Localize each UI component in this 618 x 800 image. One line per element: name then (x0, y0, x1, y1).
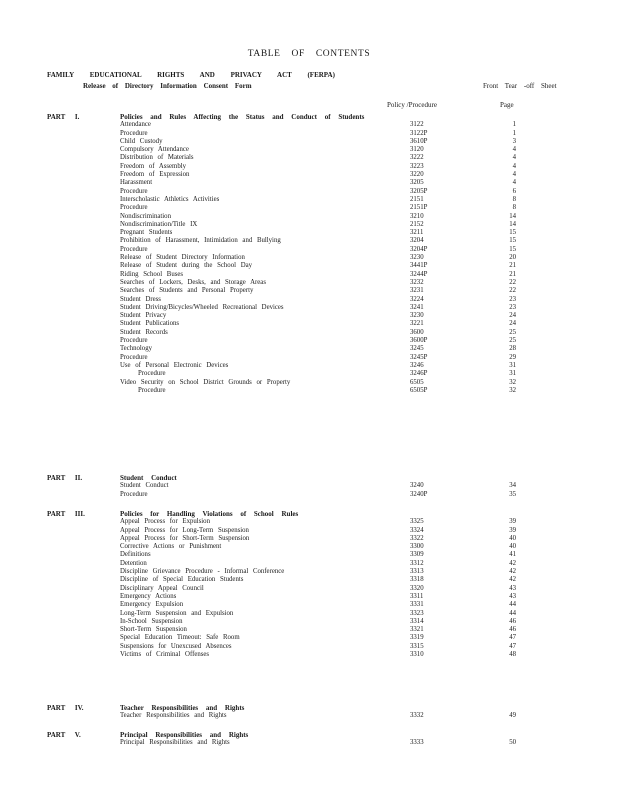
entry-code: 3318 (410, 576, 424, 584)
entry-code: 3246P (410, 370, 428, 378)
entry-code: 3314 (410, 617, 424, 625)
entry-page: 34 (509, 482, 516, 490)
entry-code: 3220 (410, 171, 424, 179)
entry-title: Searches of Lockers, Desks, and Storage Areas (120, 278, 266, 286)
entry-title: Discipline Grievance Procedure - Informal Conference (120, 568, 285, 576)
entry-page: 23 (509, 295, 516, 303)
entry-code: 3210 (410, 212, 424, 220)
entry-code: 3122 (410, 121, 424, 129)
entry-title: Prohibition of Harassment, Intimidation and Bullying (120, 237, 281, 245)
toc-entry (0, 354, 618, 362)
part-title: Principal Responsibilities and Rights (120, 731, 249, 739)
column-header-code: Policy /Procedure (387, 101, 437, 109)
toc-entry (0, 154, 618, 162)
entry-page: 43 (509, 592, 516, 600)
entry-page: 20 (509, 254, 516, 262)
toc-entry (0, 551, 618, 559)
toc-entry (0, 527, 618, 535)
entry-page: 40 (509, 543, 516, 551)
entry-title: Release of Student during the School Day (120, 262, 253, 270)
entry-title: Long-Term Suspension and Expulsion (120, 609, 234, 617)
entry-code: 3325 (410, 518, 424, 526)
entry-page: 47 (509, 642, 516, 650)
entry-code: 3315 (410, 642, 424, 650)
entry-code: 3324 (410, 526, 424, 534)
toc-entry (0, 329, 618, 337)
toc-entry (0, 138, 618, 146)
entry-title: Short-Term Suspension (120, 626, 187, 634)
ferpa-subheading: Release of Directory Information Consent Form (83, 82, 252, 90)
entry-title: Procedure (120, 490, 148, 498)
toc-entry (0, 626, 618, 634)
entry-title: Procedure (120, 245, 148, 253)
entry-code: 3610P (410, 137, 428, 145)
entry-code: 3322 (410, 534, 424, 542)
entry-page: 48 (509, 651, 516, 659)
entry-code: 3122P (410, 129, 428, 137)
part-label: PART V. (47, 731, 81, 739)
part-label: PART II. (47, 474, 83, 482)
entry-page: 46 (509, 617, 516, 625)
entry-title: Riding School Buses (120, 270, 184, 278)
entry-title: Procedure (138, 370, 166, 378)
entry-code: 3205P (410, 187, 428, 195)
entry-page: 14 (509, 212, 516, 220)
entry-code: 3246 (410, 361, 424, 369)
entry-list (0, 712, 618, 720)
entry-page: 4 (512, 171, 516, 179)
toc-entry (0, 121, 618, 129)
entry-code: 3205 (410, 179, 424, 187)
entry-page: 50 (509, 739, 516, 747)
entry-page: 24 (509, 312, 516, 320)
entry-title: Student Privacy (120, 312, 167, 320)
toc-entry (0, 254, 618, 262)
entry-page: 21 (509, 262, 516, 270)
ferpa-location: Front Tear -off Sheet (483, 82, 557, 90)
entry-title: Corrective Actions or Punishment (120, 543, 222, 551)
entry-code: 2151P (410, 204, 428, 212)
entry-code: 3204 (410, 237, 424, 245)
entry-title: Searches of Students and Personal Property (120, 287, 254, 295)
entry-page: 44 (509, 601, 516, 609)
entry-page: 47 (509, 634, 516, 642)
entry-title: Technology (120, 345, 152, 353)
entry-code: 6505P (410, 386, 428, 394)
toc-entry (0, 229, 618, 237)
toc-entry (0, 246, 618, 254)
entry-title: In-School Suspension (120, 617, 183, 625)
entry-page: 41 (509, 551, 516, 559)
entry-page: 39 (509, 518, 516, 526)
entry-title: Release of Student Directory Information (120, 254, 245, 262)
entry-title: Appeal Process for Short-Term Suspension (120, 534, 250, 542)
toc-entry (0, 213, 618, 221)
entry-page: 49 (509, 712, 516, 720)
entry-title: Detention (120, 559, 147, 567)
entry-title: Victims of Criminal Offenses (120, 651, 210, 659)
toc-entry (0, 279, 618, 287)
entry-title: Video Security on School District Grounds or Property (120, 378, 291, 386)
entry-page: 22 (509, 287, 516, 295)
entry-page: 4 (512, 146, 516, 154)
entry-title: Distribution of Materials (120, 154, 194, 162)
entry-title: Student Dress (120, 295, 161, 303)
entry-page: 6 (512, 187, 516, 195)
entry-page: 24 (509, 320, 516, 328)
entry-code: 3241 (410, 303, 424, 311)
entry-page: 23 (509, 303, 516, 311)
page-title: TABLE OF CONTENTS (247, 49, 371, 59)
entry-title: Disciplinary Appeal Council (120, 584, 204, 592)
toc-entry (0, 482, 618, 490)
entry-title: Student Publications (120, 320, 180, 328)
entry-code: 3240P (410, 490, 428, 498)
entry-code: 3231 (410, 287, 424, 295)
column-header-page: Page (500, 101, 514, 109)
entry-list (0, 121, 618, 395)
toc-entry (0, 287, 618, 295)
toc-entry (0, 560, 618, 568)
toc-entry (0, 618, 618, 626)
entry-page: 42 (509, 568, 516, 576)
toc-entry (0, 262, 618, 270)
toc-entry (0, 739, 618, 747)
entry-title: Teacher Responsibilities and Rights (120, 712, 227, 720)
entry-title: Procedure (120, 129, 148, 137)
entry-page: 4 (512, 179, 516, 187)
toc-entry (0, 271, 618, 279)
part-title: Policies for Handling Violations of School Rules (120, 510, 299, 518)
entry-title: Attendance (120, 121, 151, 129)
toc-entry (0, 296, 618, 304)
entry-code: 3323 (410, 609, 424, 617)
entry-title: Special Education Timeout: Safe Room (120, 634, 240, 642)
part-title: Student Conduct (120, 474, 177, 482)
entry-code: 3600P (410, 337, 428, 345)
toc-entry (0, 634, 618, 642)
entry-code: 3312 (410, 559, 424, 567)
entry-title: Use of Personal Electronic Devices (120, 361, 229, 369)
entry-page: 1 (512, 121, 516, 129)
entry-page: 8 (512, 204, 516, 212)
part-title: Policies and Rules Affecting the Status and Conduct of Students (120, 113, 365, 121)
entry-code: 3232 (410, 278, 424, 286)
entry-page: 31 (509, 370, 516, 378)
entry-page: 3 (512, 137, 516, 145)
entry-title: Emergency Actions (120, 592, 177, 600)
entry-title: Nondiscrimination/Title IX (120, 220, 198, 228)
entry-page: 28 (509, 345, 516, 353)
entry-code: 3244P (410, 270, 428, 278)
part-label: PART IV. (47, 704, 84, 712)
entry-code: 3230 (410, 254, 424, 262)
entry-title: Interscholastic Athletics Activities (120, 195, 220, 203)
toc-entry (0, 171, 618, 179)
toc-entry (0, 651, 618, 659)
entry-code: 2152 (410, 220, 424, 228)
entry-page: 14 (509, 220, 516, 228)
toc-entry (0, 593, 618, 601)
entry-code: 3245 (410, 345, 424, 353)
toc-entry (0, 387, 618, 395)
toc-entry (0, 568, 618, 576)
entry-page: 21 (509, 270, 516, 278)
entry-list (0, 739, 618, 747)
entry-page: 22 (509, 278, 516, 286)
entry-code: 3230 (410, 312, 424, 320)
toc-entry (0, 337, 618, 345)
entry-title: Emergency Expulsion (120, 601, 184, 609)
entry-code: 3321 (410, 626, 424, 634)
entry-page: 1 (512, 129, 516, 137)
entry-code: 3313 (410, 568, 424, 576)
toc-entry (0, 643, 618, 651)
ferpa-heading: FAMILY EDUCATIONAL RIGHTS AND PRIVACY ACT (FERPA) (47, 71, 335, 79)
toc-entry (0, 585, 618, 593)
toc-entry (0, 610, 618, 618)
entry-page: 15 (509, 237, 516, 245)
entry-code: 3223 (410, 162, 424, 170)
entry-title: Procedure (138, 386, 166, 394)
entry-list (0, 518, 618, 659)
entry-title: Harassment (120, 179, 153, 187)
entry-title: Suspensions for Unexcused Absences (120, 642, 232, 650)
entry-code: 3245P (410, 353, 428, 361)
toc-entry (0, 576, 618, 584)
entry-code: 3120 (410, 146, 424, 154)
entry-page: 25 (509, 328, 516, 336)
part-label: PART III. (47, 510, 85, 518)
entry-title: Freedom of Expression (120, 171, 190, 179)
entry-page: 4 (512, 154, 516, 162)
entry-page: 42 (509, 576, 516, 584)
entry-code: 3224 (410, 295, 424, 303)
entry-page: 39 (509, 526, 516, 534)
entry-page: 42 (509, 559, 516, 567)
toc-entry (0, 370, 618, 378)
entry-title: Child Custody (120, 137, 163, 145)
entry-code: 3222 (410, 154, 424, 162)
entry-title: Appeal Process for Expulsion (120, 518, 210, 526)
toc-entry (0, 712, 618, 720)
toc-entry (0, 345, 618, 353)
entry-title: Principal Responsibilities and Rights (120, 739, 230, 747)
part-label: PART I. (47, 113, 80, 121)
entry-code: 6505 (410, 378, 424, 386)
toc-entry (0, 379, 618, 387)
entry-page: 31 (509, 361, 516, 369)
toc-entry (0, 518, 618, 526)
entry-code: 3600 (410, 328, 424, 336)
entry-title: Pregnant Students (120, 229, 173, 237)
entry-page: 15 (509, 229, 516, 237)
entry-page: 40 (509, 534, 516, 542)
entry-title: Nondiscrimination (120, 212, 171, 220)
toc-entry (0, 221, 618, 229)
entry-code: 3333 (410, 739, 424, 747)
entry-page: 8 (512, 195, 516, 203)
entry-page: 44 (509, 609, 516, 617)
entry-title: Freedom of Assembly (120, 162, 187, 170)
toc-entry (0, 130, 618, 138)
entry-code: 3311 (410, 592, 424, 600)
toc-entry (0, 237, 618, 245)
entry-page: 35 (509, 490, 516, 498)
toc-entry (0, 601, 618, 609)
toc-entry (0, 491, 618, 499)
entry-title: Procedure (120, 337, 148, 345)
entry-page: 29 (509, 353, 516, 361)
entry-code: 3309 (410, 551, 424, 559)
toc-entry (0, 188, 618, 196)
entry-page: 25 (509, 337, 516, 345)
entry-list (0, 482, 618, 499)
toc-entry (0, 312, 618, 320)
entry-code: 3319 (410, 634, 424, 642)
entry-page: 32 (509, 378, 516, 386)
toc-entry (0, 204, 618, 212)
entry-code: 3300 (410, 543, 424, 551)
entry-page: 15 (509, 245, 516, 253)
entry-code: 3221 (410, 320, 424, 328)
entry-title: Student Records (120, 328, 168, 336)
entry-code: 3331 (410, 601, 424, 609)
toc-entry (0, 179, 618, 187)
entry-code: 3211 (410, 229, 424, 237)
entry-title: Procedure (120, 353, 148, 361)
entry-code: 3320 (410, 584, 424, 592)
toc-entry (0, 535, 618, 543)
entry-title: Compulsory Attendance (120, 146, 189, 154)
entry-title: Student Conduct (120, 482, 169, 490)
entry-title: Definitions (120, 551, 151, 559)
entry-title: Procedure (120, 187, 148, 195)
toc-entry (0, 362, 618, 370)
toc-entry (0, 304, 618, 312)
toc-entry (0, 543, 618, 551)
entry-title: Appeal Process for Long-Term Suspension (120, 526, 249, 534)
toc-entry (0, 146, 618, 154)
part-title: Teacher Responsibilities and Rights (120, 704, 245, 712)
toc-entry (0, 163, 618, 171)
entry-page: 46 (509, 626, 516, 634)
entry-code: 3441P (410, 262, 428, 270)
entry-page: 43 (509, 584, 516, 592)
entry-code: 3240 (410, 482, 424, 490)
entry-code: 2151 (410, 195, 424, 203)
entry-page: 32 (509, 386, 516, 394)
entry-code: 3310 (410, 651, 424, 659)
entry-code: 3332 (410, 712, 424, 720)
entry-title: Discipline of Special Education Students (120, 576, 244, 584)
entry-code: 3204P (410, 245, 428, 253)
entry-title: Procedure (120, 204, 148, 212)
entry-page: 4 (512, 162, 516, 170)
toc-entry (0, 196, 618, 204)
toc-entry (0, 320, 618, 328)
entry-title: Student Driving/Bicycles/Wheeled Recreational Devices (120, 303, 284, 311)
